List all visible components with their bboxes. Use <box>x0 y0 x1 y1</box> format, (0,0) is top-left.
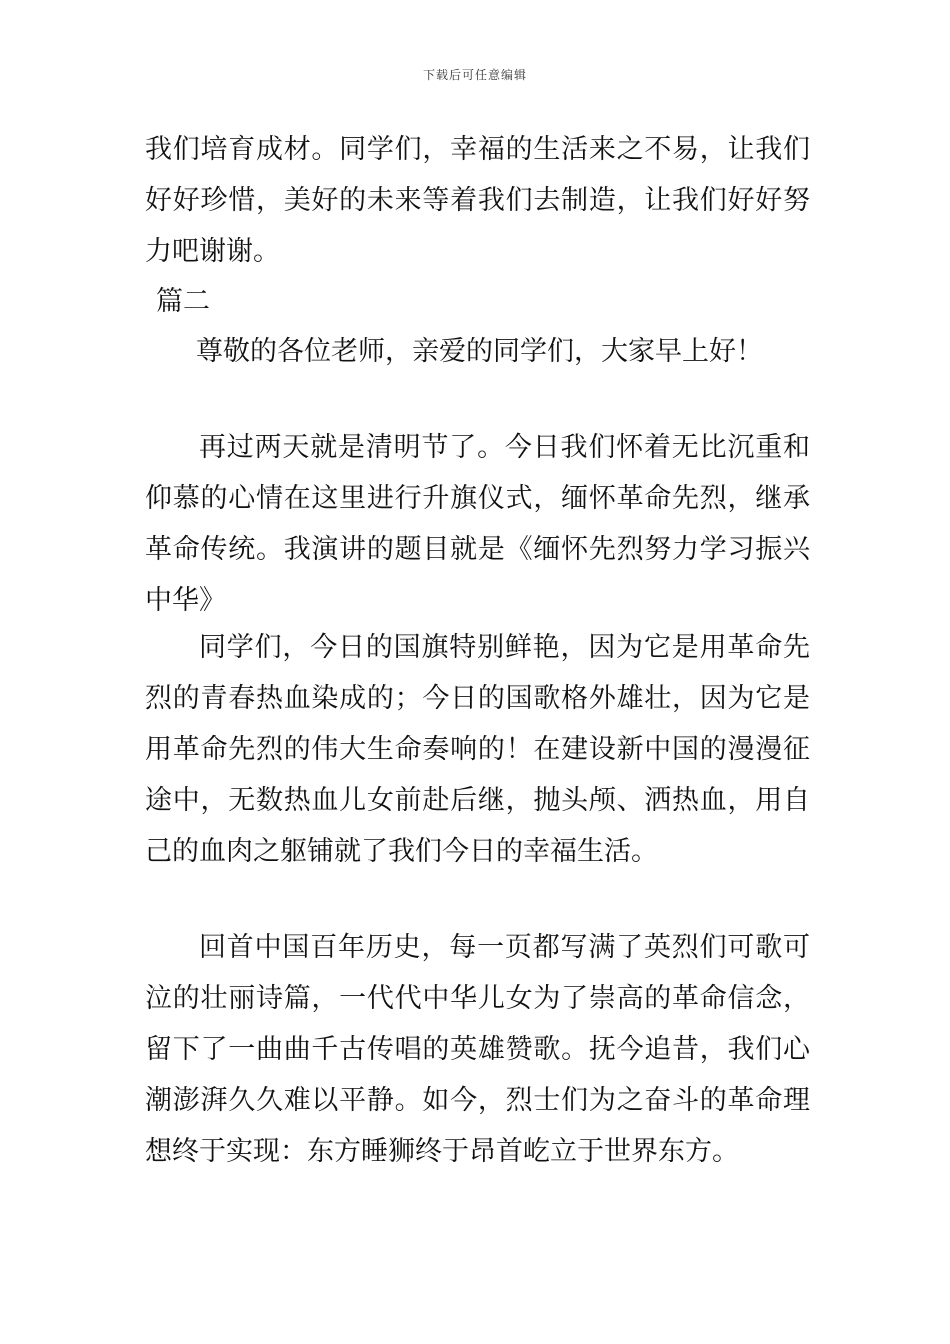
paragraph-text: 再过两天就是清明节了。今日我们怀着无比沉重和仰慕的心情在这里进行升旗仪式，缅怀革命先烈，继承革命传统。我演讲的题目就是《缅怀先烈努力学习振兴中华》 <box>145 432 810 616</box>
page-header-note: 下载后可任意编辑 <box>422 68 527 82</box>
paragraph-flag <box>145 622 810 877</box>
paragraph-continuation <box>145 124 810 277</box>
paragraph-history <box>145 922 810 1177</box>
paragraph-text: 回首中国百年历史，每一页都写满了英烈们可歌可泣的壮丽诗篇，一代代中华儿女为了崇高的革命信念，留下了一曲曲千古传唱的英雄赞歌。抚今追昔，我们心潮澎湃久久难以平静。如今，烈士们为之奋斗的革命理想终于实现：东方睡狮终于昂首屹立于世界东方。 <box>145 932 810 1167</box>
speech-greeting: 尊敬的各位老师，亲爱的同学们，大家早上好！ <box>196 336 763 367</box>
paragraph-text: 同学们，今日的国旗特别鲜艳，因为它是用革命先烈的青春热血染成的；今日的国歌格外雄壮，因为它是用革命先烈的伟大生命奏响的！在建设新中国的漫漫征途中，无数热血儿女前赴后继，抛头颅、洒热血，用自己的血肉之躯铺就了我们今日的幸福生活。 <box>145 632 810 867</box>
section-heading: 篇二 <box>156 286 210 317</box>
paragraph-intro <box>145 422 810 626</box>
paragraph-text: 我们培育成材。同学们，幸福的生活来之不易，让我们好好珍惜，美好的未来等着我们去制造，让我们好好努力吧谢谢。 <box>145 134 810 267</box>
